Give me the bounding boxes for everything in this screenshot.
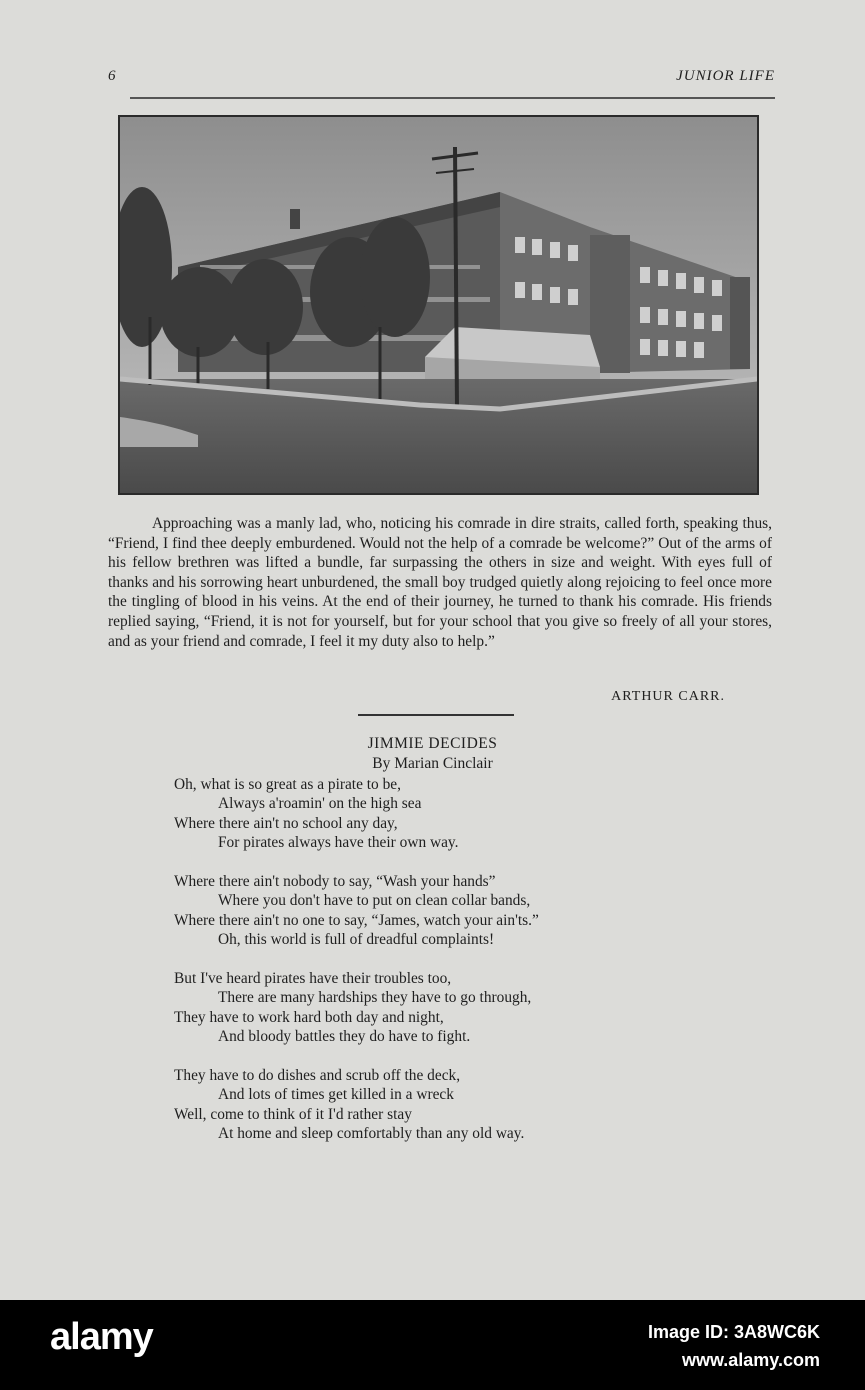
poem-stanza	[174, 775, 539, 853]
poem-line: Well, come to think of it I'd rather stay	[174, 1105, 412, 1123]
poem-line: Where there ain't no school any day,	[174, 814, 398, 832]
poem-line: Where there ain't no one to say, “James, watch your ain'ts.”	[174, 911, 539, 929]
stock-url[interactable]: www.alamy.com	[681, 1350, 820, 1370]
poem-line: Where you don't have to put on clean collar bands,	[218, 892, 531, 910]
poem-line: They have to work hard both day and night,	[174, 1008, 444, 1026]
poem-line: For pirates always have their own way.	[218, 834, 459, 852]
poem-line: Always a'roamin' on the high sea	[218, 795, 422, 813]
header-rule	[130, 97, 775, 99]
poem-line: There are many hardships they have to go through,	[218, 989, 532, 1007]
poem-line: But I've heard pirates have their troubles too,	[174, 970, 452, 988]
poem-body	[174, 775, 539, 1163]
stock-logo: alamy	[50, 1316, 153, 1358]
poem-stanza	[174, 872, 539, 950]
poem-byline: By Marian Cinclair	[372, 755, 493, 772]
school-building-photo	[118, 115, 759, 495]
poem-stanza	[174, 1066, 539, 1144]
poem-stanza	[174, 969, 539, 1047]
story-author: ARTHUR CARR.	[611, 689, 725, 704]
poem-line: Oh, this world is full of dreadful complaints!	[218, 931, 495, 949]
stock-image-id: Image ID: 3A8WC6K	[647, 1322, 820, 1342]
poem-line: At home and sleep comfortably than any old way.	[218, 1125, 525, 1143]
street	[120, 379, 757, 493]
poem-title: JIMMIE DECIDES	[367, 735, 498, 752]
poem-line: Where there ain't nobody to say, “Wash your hands”	[174, 873, 496, 891]
poem-line: And lots of times get killed in a wreck	[218, 1086, 454, 1104]
page-number: 6	[108, 68, 116, 84]
publication-title: JUNIOR LIFE	[676, 68, 775, 84]
stock-footer-bar	[0, 1300, 865, 1390]
poem-line: And bloody battles they do have to fight.	[218, 1028, 471, 1046]
poem-line: They have to do dishes and scrub off the deck,	[174, 1067, 461, 1085]
section-divider	[358, 714, 514, 716]
story-paragraph: Approaching was a manly lad, who, noticing his comrade in dire straits, called forth, speaking thus, “Friend, I find thee deeply emburdened. Would not the help of a comrade be welcome?” Out of the arms of his fellow brethren was lifted a bundle, far surpassing the others in size and weight. With eyes full of thanks and his sorrowing heart unburdened, the small boy trudged quietly along rejoicing to feel once more the tingling of blood in his veins. At the end of their journey, he turned to thank his comrade. His friends replied saying, “Friend, it is not for yourself, but for your school that you give so freely of all your stores, and as your friend and comrade, I feel it my duty also to help.”	[108, 515, 772, 650]
poem-line: Oh, what is so great as a pirate to be,	[174, 776, 401, 793]
